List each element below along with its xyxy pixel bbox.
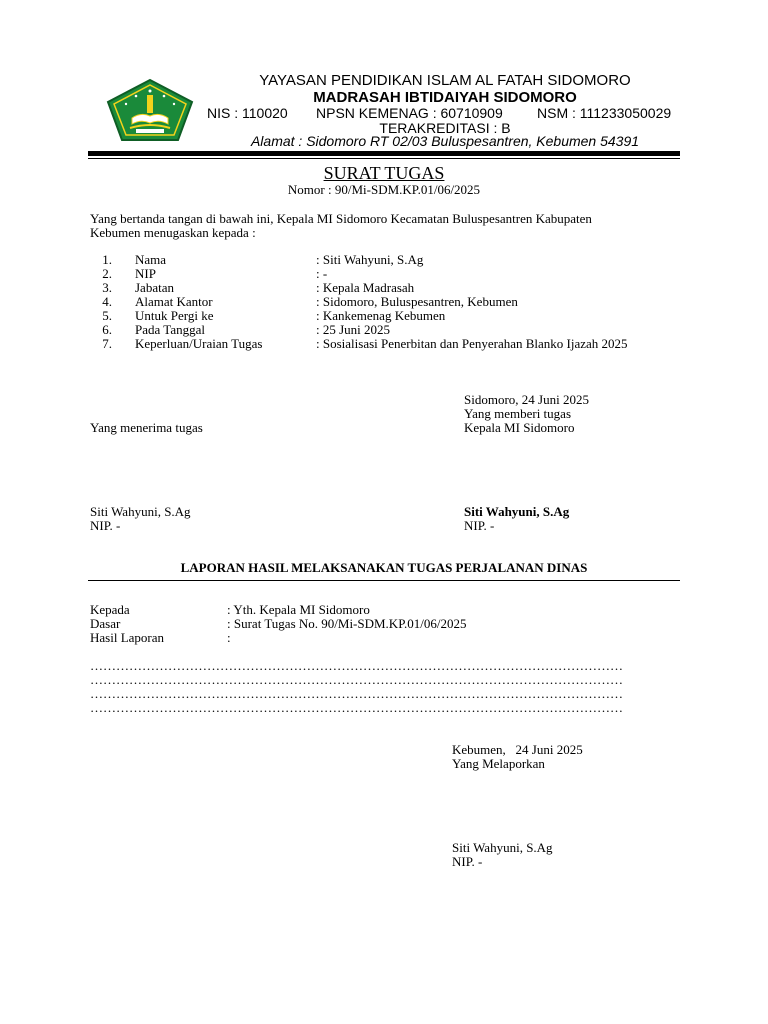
reporter-name: Siti Wahyuni, S.Ag — [452, 840, 553, 855]
receiver-name: Siti Wahyuni, S.Ag — [90, 504, 191, 519]
list-item-value: : Kankemenag Kebumen — [316, 308, 446, 323]
nsm: NSM : 111233050029 — [537, 105, 672, 121]
list-item-label: Jabatan — [135, 280, 174, 295]
list-item-label: NIP — [135, 266, 156, 281]
receiver-label: Yang menerima tugas — [90, 420, 203, 435]
receiver-nip: NIP. - — [90, 518, 121, 533]
report-field-value: : — [227, 630, 231, 645]
reporter-nip: NIP. - — [452, 854, 483, 869]
report-divider — [88, 580, 680, 581]
list-item-number: 1. — [102, 252, 112, 267]
reporter-label: Yang Melaporkan — [452, 756, 545, 771]
list-item-number: 5. — [102, 308, 112, 323]
report-field-label: Hasil Laporan — [90, 630, 165, 645]
letter-number: Nomor : 90/Mi-SDM.KP.01/06/2025 — [287, 182, 481, 197]
issuer-nip: NIP. - — [464, 518, 495, 533]
school-address: Alamat : Sidomoro RT 02/03 Buluspesantren, Kebumen 54391 — [250, 133, 640, 149]
report-place-date: Kebumen, 24 Juni 2025 — [452, 742, 583, 757]
issuer-label: Yang memberi tugas — [464, 406, 572, 421]
list-item-label: Alamat Kantor — [135, 294, 213, 309]
list-item-value: : Sidomoro, Buluspesantren, Kebumen — [316, 294, 518, 309]
list-item-label: Keperluan/Uraian Tugas — [135, 336, 263, 351]
list-item-value: : Kepala Madrasah — [316, 280, 415, 295]
issuer-name: Siti Wahyuni, S.Ag — [464, 504, 570, 519]
header-divider-thin — [88, 158, 680, 159]
report-dotted-line: …………………………………………………………………………………………………………… — [90, 673, 623, 687]
report-field-value: : Yth. Kepala MI Sidomoro — [227, 602, 370, 617]
list-item-number: 2. — [102, 266, 112, 281]
list-item-value: : Sosialisasi Penerbitan dan Penyerahan Blanko Ijazah 2025 — [316, 336, 628, 351]
list-item-value: : 25 Juni 2025 — [316, 322, 391, 337]
report-dotted-line: …………………………………………………………………………………………………………… — [90, 701, 623, 715]
list-item-label: Pada Tanggal — [135, 322, 205, 337]
list-item-number: 7. — [102, 336, 112, 351]
list-item-value: : Siti Wahyuni, S.Ag — [316, 252, 424, 267]
report-field-label: Kepada — [90, 602, 130, 617]
issuer-position: Kepala MI Sidomoro — [464, 420, 575, 435]
intro-text-line2: Kebumen menugaskan kepada : — [90, 225, 256, 240]
nis: NIS : 110020 — [207, 105, 288, 121]
school-name: MADRASAH IBTIDAIYAH SIDOMORO — [313, 89, 577, 106]
list-item-number: 6. — [102, 322, 112, 337]
report-title: LAPORAN HASIL MELAKSANAKAN TUGAS PERJALANAN DINAS — [180, 560, 588, 575]
foundation-name: YAYASAN PENDIDIKAN ISLAM AL FATAH SIDOMORO — [259, 72, 631, 89]
report-field-value: : Surat Tugas No. 90/Mi-SDM.KP.01/06/2025 — [227, 616, 467, 631]
kemenag-logo-icon — [106, 78, 194, 142]
list-item-label: Nama — [135, 252, 167, 267]
report-field-label: Dasar — [90, 616, 121, 631]
header-divider-thick — [88, 151, 680, 156]
list-item-label: Untuk Pergi ke — [135, 308, 214, 323]
list-item-number: 3. — [102, 280, 112, 295]
report-dotted-line: …………………………………………………………………………………………………………… — [90, 659, 623, 673]
accreditation: TERAKREDITASI : B — [379, 120, 511, 136]
list-item-number: 4. — [102, 294, 112, 309]
intro-text-line1: Yang bertanda tangan di bawah ini, Kepala MI Sidomoro Kecamatan Buluspesantren Kabupaten — [90, 211, 592, 226]
npsn: NPSN KEMENAG : 60710909 — [316, 105, 503, 121]
list-item-value: : - — [316, 266, 328, 281]
issue-place-date: Sidomoro, 24 Juni 2025 — [464, 392, 589, 407]
report-dotted-line: …………………………………………………………………………………………………………… — [90, 687, 623, 701]
letter-title: SURAT TUGAS — [323, 163, 445, 183]
